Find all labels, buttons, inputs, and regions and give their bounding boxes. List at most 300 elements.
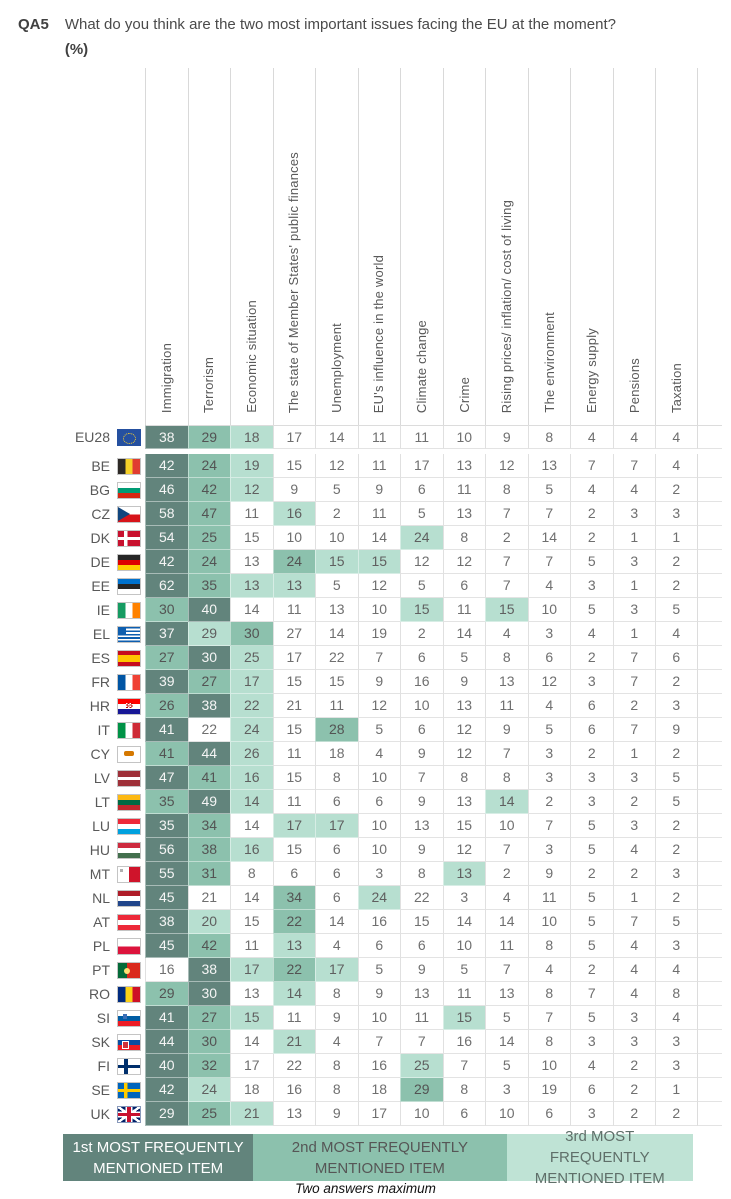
value-cell: 13 [273, 574, 316, 598]
country-code: LT [94, 794, 110, 810]
value-cell: 5 [570, 550, 613, 574]
value-cell: 14 [485, 910, 528, 934]
value-cell: 6 [528, 1102, 571, 1126]
value-cell: 6 [315, 862, 358, 886]
country-code: PL [92, 938, 110, 954]
value-cell: 11 [358, 425, 401, 449]
value-cell: 7 [528, 550, 571, 574]
value-cell: 31 [188, 862, 231, 886]
value-cell: 30 [188, 646, 231, 670]
column-header [528, 68, 571, 425]
value-cell: 4 [655, 622, 698, 646]
flag-cell [112, 886, 145, 910]
value-cell: 5 [570, 814, 613, 838]
value-cell: 4 [655, 1006, 698, 1030]
value-cell: 25 [230, 646, 273, 670]
column-header-label: Immigration [158, 342, 174, 413]
value-cell: 9 [443, 670, 486, 694]
value-cell: 16 [145, 958, 188, 982]
value-cell: 11 [528, 886, 571, 910]
flag-pl-icon [117, 938, 141, 955]
value-cell: 45 [145, 934, 188, 958]
value-cell: 8 [230, 862, 273, 886]
country-code: UK [90, 1106, 110, 1122]
country-code: SE [91, 1082, 110, 1098]
value-cell: 13 [485, 982, 528, 1006]
value-cell: 15 [443, 1006, 486, 1030]
column-header [485, 68, 528, 425]
value-cell: 24 [188, 454, 231, 478]
value-cell: 42 [145, 1078, 188, 1102]
value-cell: 10 [528, 1054, 571, 1078]
value-cell: 8 [528, 425, 571, 449]
value-cell: 7 [613, 646, 656, 670]
value-cell: 8 [443, 1078, 486, 1102]
value-cell: 12 [358, 574, 401, 598]
value-cell: 3 [528, 622, 571, 646]
value-cell: 13 [273, 1102, 316, 1126]
value-cell: 14 [230, 790, 273, 814]
value-cell: 5 [655, 910, 698, 934]
country-code: SK [91, 1034, 110, 1050]
country-row [0, 502, 731, 526]
flag-cell [112, 838, 145, 862]
value-cell: 9 [528, 862, 571, 886]
value-cell: 16 [230, 766, 273, 790]
value-cell: 7 [485, 958, 528, 982]
value-cell: 7 [570, 982, 613, 1006]
value-cell: 13 [230, 550, 273, 574]
value-cell: 11 [230, 934, 273, 958]
value-cell: 17 [230, 670, 273, 694]
row-line-tail [698, 958, 722, 982]
country-row [0, 1006, 731, 1030]
value-cell: 15 [273, 454, 316, 478]
value-cell: 15 [230, 910, 273, 934]
value-cell: 1 [655, 526, 698, 550]
value-cell: 15 [315, 670, 358, 694]
flag-cell [112, 718, 145, 742]
value-cell: 24 [188, 1078, 231, 1102]
country-row [0, 766, 731, 790]
value-cell: 15 [400, 910, 443, 934]
value-cell: 4 [570, 1054, 613, 1078]
value-cell: 3 [613, 766, 656, 790]
value-cell: 7 [613, 910, 656, 934]
row-line-tail [698, 502, 722, 526]
value-cell: 25 [400, 1054, 443, 1078]
row-line-tail [698, 478, 722, 502]
value-cell: 4 [655, 958, 698, 982]
value-cell: 5 [528, 478, 571, 502]
value-cell: 42 [145, 454, 188, 478]
value-cell: 11 [315, 694, 358, 718]
value-cell: 38 [188, 958, 231, 982]
value-cell: 17 [230, 1054, 273, 1078]
value-cell: 13 [485, 670, 528, 694]
row-line-tail [698, 454, 722, 478]
value-cell: 2 [485, 526, 528, 550]
value-cell: 10 [528, 598, 571, 622]
country-row [0, 958, 731, 982]
country-code: LV [93, 770, 110, 786]
row-line-tail [698, 790, 722, 814]
value-cell: 12 [230, 478, 273, 502]
value-cell: 27 [188, 1006, 231, 1030]
value-cell: 17 [230, 958, 273, 982]
column-header [570, 68, 613, 425]
value-cell: 11 [443, 982, 486, 1006]
value-cell: 24 [188, 550, 231, 574]
country-row [0, 934, 731, 958]
value-cell: 26 [145, 694, 188, 718]
value-cell: 2 [570, 646, 613, 670]
country-code: DE [90, 554, 110, 570]
flag-cell [112, 862, 145, 886]
flag-hu-icon [117, 842, 141, 859]
value-cell: 19 [358, 622, 401, 646]
column-header-label: Unemployment [328, 323, 344, 413]
country-row [0, 646, 731, 670]
value-cell: 8 [315, 766, 358, 790]
flag-ro-icon [117, 986, 141, 1003]
column-header-label: The state of Member States' public finances [286, 151, 302, 413]
question-id: QA5 [18, 16, 49, 33]
value-cell: 11 [485, 694, 528, 718]
value-cell: 9 [315, 1006, 358, 1030]
value-cell: 5 [485, 1054, 528, 1078]
value-cell: 2 [613, 1078, 656, 1102]
value-cell: 29 [145, 1102, 188, 1126]
value-cell: 15 [358, 550, 401, 574]
value-cell: 10 [358, 766, 401, 790]
value-cell: 21 [273, 1030, 316, 1054]
flag-hr-icon [117, 698, 141, 715]
country-row [0, 910, 731, 934]
value-cell: 3 [613, 1006, 656, 1030]
value-cell: 2 [570, 526, 613, 550]
value-cell: 3 [528, 766, 571, 790]
value-cell: 15 [273, 838, 316, 862]
value-cell: 15 [273, 766, 316, 790]
value-cell: 13 [230, 982, 273, 1006]
flag-cell [112, 934, 145, 958]
value-cell: 12 [358, 694, 401, 718]
country-row [0, 598, 731, 622]
value-cell: 13 [443, 694, 486, 718]
value-cell: 10 [485, 1102, 528, 1126]
value-cell: 5 [485, 1006, 528, 1030]
value-cell: 47 [145, 766, 188, 790]
value-cell: 8 [443, 766, 486, 790]
row-line-tail [698, 838, 722, 862]
row-line-tail [698, 1102, 722, 1126]
value-cell: 12 [528, 670, 571, 694]
value-cell: 5 [655, 598, 698, 622]
value-cell: 24 [230, 718, 273, 742]
row-line-tail [698, 982, 722, 1006]
value-cell: 39 [145, 670, 188, 694]
value-cell: 18 [230, 1078, 273, 1102]
value-cell: 49 [188, 790, 231, 814]
value-cell: 18 [358, 1078, 401, 1102]
value-cell: 45 [145, 886, 188, 910]
value-cell: 4 [613, 934, 656, 958]
legend [63, 1128, 693, 1187]
percent-unit-label: (%) [64, 40, 89, 58]
value-cell: 21 [230, 1102, 273, 1126]
country-code: NL [92, 890, 110, 906]
value-cell: 2 [655, 838, 698, 862]
row-line-tail [698, 670, 722, 694]
value-cell: 20 [188, 910, 231, 934]
value-cell: 9 [400, 790, 443, 814]
value-cell: 6 [443, 1102, 486, 1126]
row-line-tail [698, 646, 722, 670]
value-cell: 6 [400, 718, 443, 742]
value-cell: 27 [145, 646, 188, 670]
value-cell: 7 [485, 574, 528, 598]
country-code: BE [91, 458, 110, 474]
value-cell: 2 [655, 742, 698, 766]
country-row [0, 862, 731, 886]
value-cell: 6 [655, 646, 698, 670]
flag-cell [112, 478, 145, 502]
flag-cell [112, 574, 145, 598]
flag-cy-icon [117, 746, 141, 763]
value-cell: 12 [485, 454, 528, 478]
value-cell: 2 [485, 862, 528, 886]
value-cell: 1 [613, 742, 656, 766]
flag-mt-icon [117, 866, 141, 883]
value-cell: 29 [188, 425, 231, 449]
value-cell: 40 [145, 1054, 188, 1078]
value-cell: 56 [145, 838, 188, 862]
value-cell: 3 [655, 1054, 698, 1078]
column-header-label: EU's influence in the world [371, 254, 387, 413]
value-cell: 38 [145, 425, 188, 449]
value-cell: 13 [230, 574, 273, 598]
row-line-tail [698, 550, 722, 574]
value-cell: 16 [273, 502, 316, 526]
value-cell: 4 [655, 425, 698, 449]
value-cell: 3 [528, 838, 571, 862]
column-header-label: Terrorism [201, 357, 217, 413]
column-header-label: The environment [541, 312, 557, 413]
value-cell: 3 [570, 1102, 613, 1126]
value-cell: 2 [528, 790, 571, 814]
flag-cell [112, 1102, 145, 1126]
value-cell: 17 [273, 425, 316, 449]
country-code: HR [89, 698, 110, 714]
value-cell: 22 [273, 958, 316, 982]
value-cell: 6 [528, 646, 571, 670]
value-cell: 8 [485, 766, 528, 790]
value-cell: 7 [443, 1054, 486, 1078]
value-cell: 27 [273, 622, 316, 646]
value-cell: 5 [315, 478, 358, 502]
value-cell: 35 [188, 574, 231, 598]
column-header [655, 68, 698, 425]
value-cell: 2 [570, 502, 613, 526]
value-cell: 40 [188, 598, 231, 622]
value-cell: 26 [230, 742, 273, 766]
value-cell: 10 [400, 694, 443, 718]
country-row [0, 454, 731, 478]
row-line-tail [698, 886, 722, 910]
value-cell: 34 [188, 814, 231, 838]
value-cell: 13 [400, 982, 443, 1006]
flag-se-icon [117, 1082, 141, 1099]
country-row [0, 425, 731, 449]
flag-cell [112, 1030, 145, 1054]
value-cell: 2 [655, 670, 698, 694]
value-cell: 11 [230, 502, 273, 526]
flag-lu-icon [117, 818, 141, 835]
value-cell: 3 [485, 1078, 528, 1102]
value-cell: 29 [188, 622, 231, 646]
flag-eu28-icon [117, 429, 141, 446]
value-cell: 6 [273, 862, 316, 886]
value-cell: 24 [358, 886, 401, 910]
value-cell: 2 [655, 1102, 698, 1126]
value-cell: 5 [655, 766, 698, 790]
column-header [443, 68, 486, 425]
value-cell: 41 [145, 742, 188, 766]
value-cell: 12 [315, 454, 358, 478]
flag-sk-icon [117, 1034, 141, 1051]
value-cell: 15 [485, 598, 528, 622]
value-cell: 25 [188, 526, 231, 550]
column-header-label: Economic situation [243, 300, 259, 413]
value-cell: 34 [273, 886, 316, 910]
row-line-tail [698, 1030, 722, 1054]
country-row [0, 742, 731, 766]
value-cell: 1 [613, 526, 656, 550]
value-cell: 46 [145, 478, 188, 502]
value-cell: 9 [485, 425, 528, 449]
country-row [0, 694, 731, 718]
value-cell: 9 [400, 958, 443, 982]
value-cell: 5 [570, 598, 613, 622]
country-row [0, 670, 731, 694]
value-cell: 8 [528, 982, 571, 1006]
value-cell: 5 [400, 574, 443, 598]
value-cell: 11 [358, 502, 401, 526]
value-cell: 14 [315, 425, 358, 449]
value-cell: 13 [400, 814, 443, 838]
flag-cell [112, 790, 145, 814]
country-code: CZ [91, 506, 110, 522]
country-row [0, 790, 731, 814]
value-cell: 4 [613, 838, 656, 862]
value-cell: 9 [358, 670, 401, 694]
flag-cell [112, 454, 145, 478]
value-cell: 2 [315, 502, 358, 526]
value-cell: 2 [655, 886, 698, 910]
value-cell: 7 [485, 742, 528, 766]
value-cell: 11 [273, 598, 316, 622]
flag-cell [112, 526, 145, 550]
value-cell: 10 [358, 838, 401, 862]
column-header [273, 68, 316, 425]
value-cell: 6 [315, 838, 358, 862]
row-line-tail [698, 526, 722, 550]
row-line-tail [698, 1078, 722, 1102]
value-cell: 11 [400, 425, 443, 449]
value-cell: 2 [570, 742, 613, 766]
value-cell: 7 [613, 670, 656, 694]
value-cell: 13 [443, 790, 486, 814]
value-cell: 3 [613, 814, 656, 838]
column-header [358, 68, 401, 425]
value-cell: 4 [315, 934, 358, 958]
value-cell: 15 [273, 670, 316, 694]
value-cell: 13 [315, 598, 358, 622]
flag-lv-icon [117, 770, 141, 787]
row-line-tail [698, 910, 722, 934]
value-cell: 14 [315, 910, 358, 934]
question-text-block [65, 14, 616, 61]
value-cell: 4 [485, 886, 528, 910]
value-cell: 2 [570, 958, 613, 982]
value-cell: 1 [613, 622, 656, 646]
value-cell: 42 [145, 550, 188, 574]
value-cell: 15 [230, 1006, 273, 1030]
value-cell: 22 [188, 718, 231, 742]
country-code: CY [90, 746, 110, 762]
flag-el-icon [117, 626, 141, 643]
footnote: Two answers maximum [295, 1181, 436, 1196]
value-cell: 8 [315, 982, 358, 1006]
value-cell: 9 [273, 478, 316, 502]
value-cell: 8 [315, 1078, 358, 1102]
value-cell: 3 [570, 670, 613, 694]
value-cell: 2 [655, 814, 698, 838]
value-cell: 18 [315, 742, 358, 766]
value-cell: 11 [485, 934, 528, 958]
value-cell: 10 [443, 425, 486, 449]
value-cell: 14 [443, 910, 486, 934]
value-cell: 7 [485, 502, 528, 526]
value-cell: 15 [230, 526, 273, 550]
flag-cz-icon [117, 506, 141, 523]
value-cell: 15 [315, 550, 358, 574]
country-code: FI [97, 1058, 110, 1074]
value-cell: 38 [188, 838, 231, 862]
country-row [0, 550, 731, 574]
value-cell: 41 [145, 1006, 188, 1030]
country-row [0, 982, 731, 1006]
value-cell: 7 [528, 502, 571, 526]
value-cell: 5 [400, 502, 443, 526]
flag-cell [112, 1006, 145, 1030]
flag-cell [112, 1054, 145, 1078]
row-line-tail [698, 1006, 722, 1030]
value-cell: 4 [613, 478, 656, 502]
value-cell: 3 [655, 934, 698, 958]
value-cell: 29 [400, 1078, 443, 1102]
flag-at-icon [117, 914, 141, 931]
value-cell: 55 [145, 862, 188, 886]
value-cell: 4 [570, 425, 613, 449]
value-cell: 13 [443, 862, 486, 886]
question-text: What do you think are the two most important issues facing the EU at the moment? [64, 16, 616, 33]
country-row [0, 622, 731, 646]
value-cell: 5 [358, 718, 401, 742]
value-cell: 11 [273, 790, 316, 814]
value-cell: 28 [315, 718, 358, 742]
